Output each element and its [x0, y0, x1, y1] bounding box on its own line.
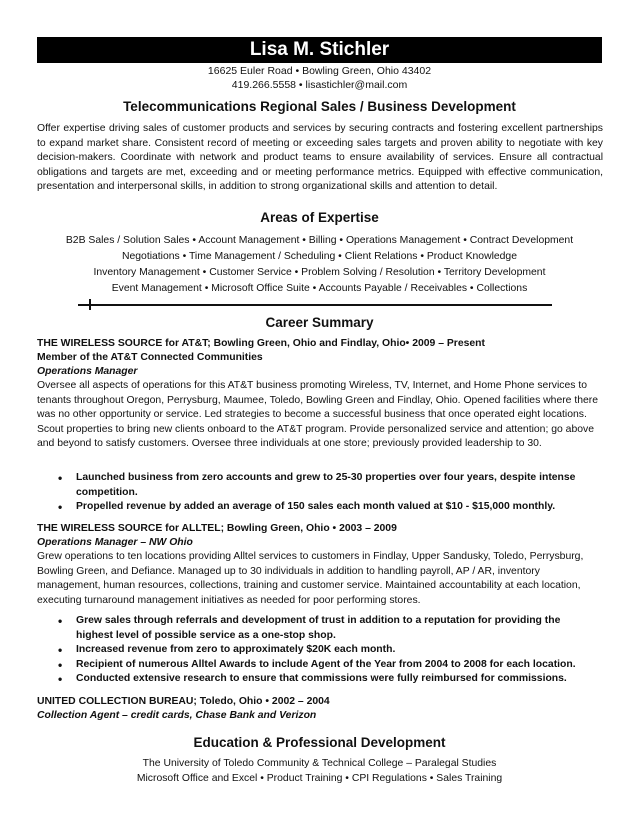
- job-role: Operations Manager: [37, 366, 138, 377]
- expertise-line: B2B Sales / Solution Sales • Account Management • Billing • Operations Management • Contract Development: [65, 235, 574, 246]
- education-line: The University of Toledo Community & Technical College – Paralegal Studies: [142, 758, 497, 769]
- phone-email-line: 419.266.5558 • lisastichler@mail.com: [231, 79, 408, 91]
- achievement-item: • Recipient of numerous Alltel Awards to include Agent of the Year from 2004 to 2008 for each location.: [58, 658, 598, 673]
- achievement-item: • Increased revenue from zero to approximately $20K each month.: [58, 643, 598, 658]
- profile-headline: Telecommunications Regional Sales / Business Development: [123, 99, 516, 114]
- profile-summary: Offer expertise driving sales of customer products and services by securing contracts and fostering excellent partnerships to expand market share. Consistent record of meeting or exceeding sales targets and proven ability to negotiate with key decision-makers. Coordinate with network and product teams to ensure availability of services. Ensure all contractual obligations and targets are met, exceeding and or meeting performance metrics. Equipped with effective communication, presentation and interpersonal skills, in addition to strong organizational skills and attention to detail.: [37, 123, 603, 193]
- job-description: Oversee all aspects of operations for this AT&T business promoting Wireless, TV, Internet, and Home Phone services to tenants throughout Oregon, Perrysburg, Maumee, Toledo, Bowling Green and Findlay, Ohio. Opened facilities where there was no other opportunity or service. Led strategies to become a successful business that once operated eight locations. Scout properties to bring new clients onboard to the AT&T program. Provide personalized service and attention; go above and beyond to satisfy customers. Oversee three individuals at one store; previously provided leadership to 30.: [37, 380, 599, 450]
- education-title: Education & Professional Development: [193, 735, 446, 750]
- job-achievements: [58, 614, 598, 687]
- job-company-affiliation: Member of the AT&T Connected Communities: [37, 352, 263, 363]
- achievement-item: • Propelled revenue by added an average of 150 sales each month valued at $10 - $15,000 monthly.: [58, 500, 598, 515]
- job-role: Operations Manager – NW Ohio: [37, 537, 193, 548]
- education-line: Microsoft Office and Excel • Product Training • CPI Regulations • Sales Training: [136, 773, 503, 784]
- job-role: Collection Agent – credit cards, Chase Bank and Verizon: [37, 710, 317, 721]
- section-divider: [78, 304, 552, 306]
- expertise-line: Negotiations • Time Management / Scheduling • Client Relations • Product Knowledge: [121, 251, 517, 262]
- job-achievements: [58, 471, 598, 515]
- expertise-line: Inventory Management • Customer Service • Problem Solving / Resolution • Territory Development: [93, 267, 546, 278]
- achievement-item: • Launched business from zero accounts and grew to 25-30 properties over four years, despite intense competition.: [58, 471, 598, 500]
- job-company: THE WIRELESS SOURCE for ALLTEL; Bowling Green, Ohio • 2003 – 2009: [37, 523, 397, 534]
- achievement-item: • Grew sales through referrals and development of trust in addition to a reputation for providing the highest level of possible service as a one-stop shop.: [58, 614, 598, 643]
- job-description: Grew operations to ten locations providing Alltel services to customers in Findlay, Upper Sandusky, Toledo, Perrysburg, Bowling Green, and Defiance. Managed up to 30 individuals in addition to handling payroll, AP / AR, inventory management, human resources, collections, training and customer service. Maintained accountability at each location, executing turnaround management initiatives as needed for poor performing stores.: [37, 551, 584, 606]
- job-company: UNITED COLLECTION BUREAU; Toledo, Ohio • 2002 – 2004: [37, 696, 330, 707]
- expertise-line: Event Management • Microsoft Office Suite • Accounts Payable / Receivables • Collections: [111, 283, 528, 294]
- name-header: Lisa M. Stichler: [37, 37, 602, 63]
- expertise-title: Areas of Expertise: [260, 210, 379, 225]
- job-company: THE WIRELESS SOURCE for AT&T; Bowling Green, Ohio and Findlay, Ohio• 2009 – Present: [37, 338, 485, 349]
- achievement-item: • Conducted extensive research to ensure that commissions were fully reimbursed for commissions.: [58, 672, 598, 687]
- career-title: Career Summary: [265, 315, 374, 330]
- address-line: 16625 Euler Road • Bowling Green, Ohio 43402: [207, 65, 432, 77]
- divider-tick: [89, 299, 91, 310]
